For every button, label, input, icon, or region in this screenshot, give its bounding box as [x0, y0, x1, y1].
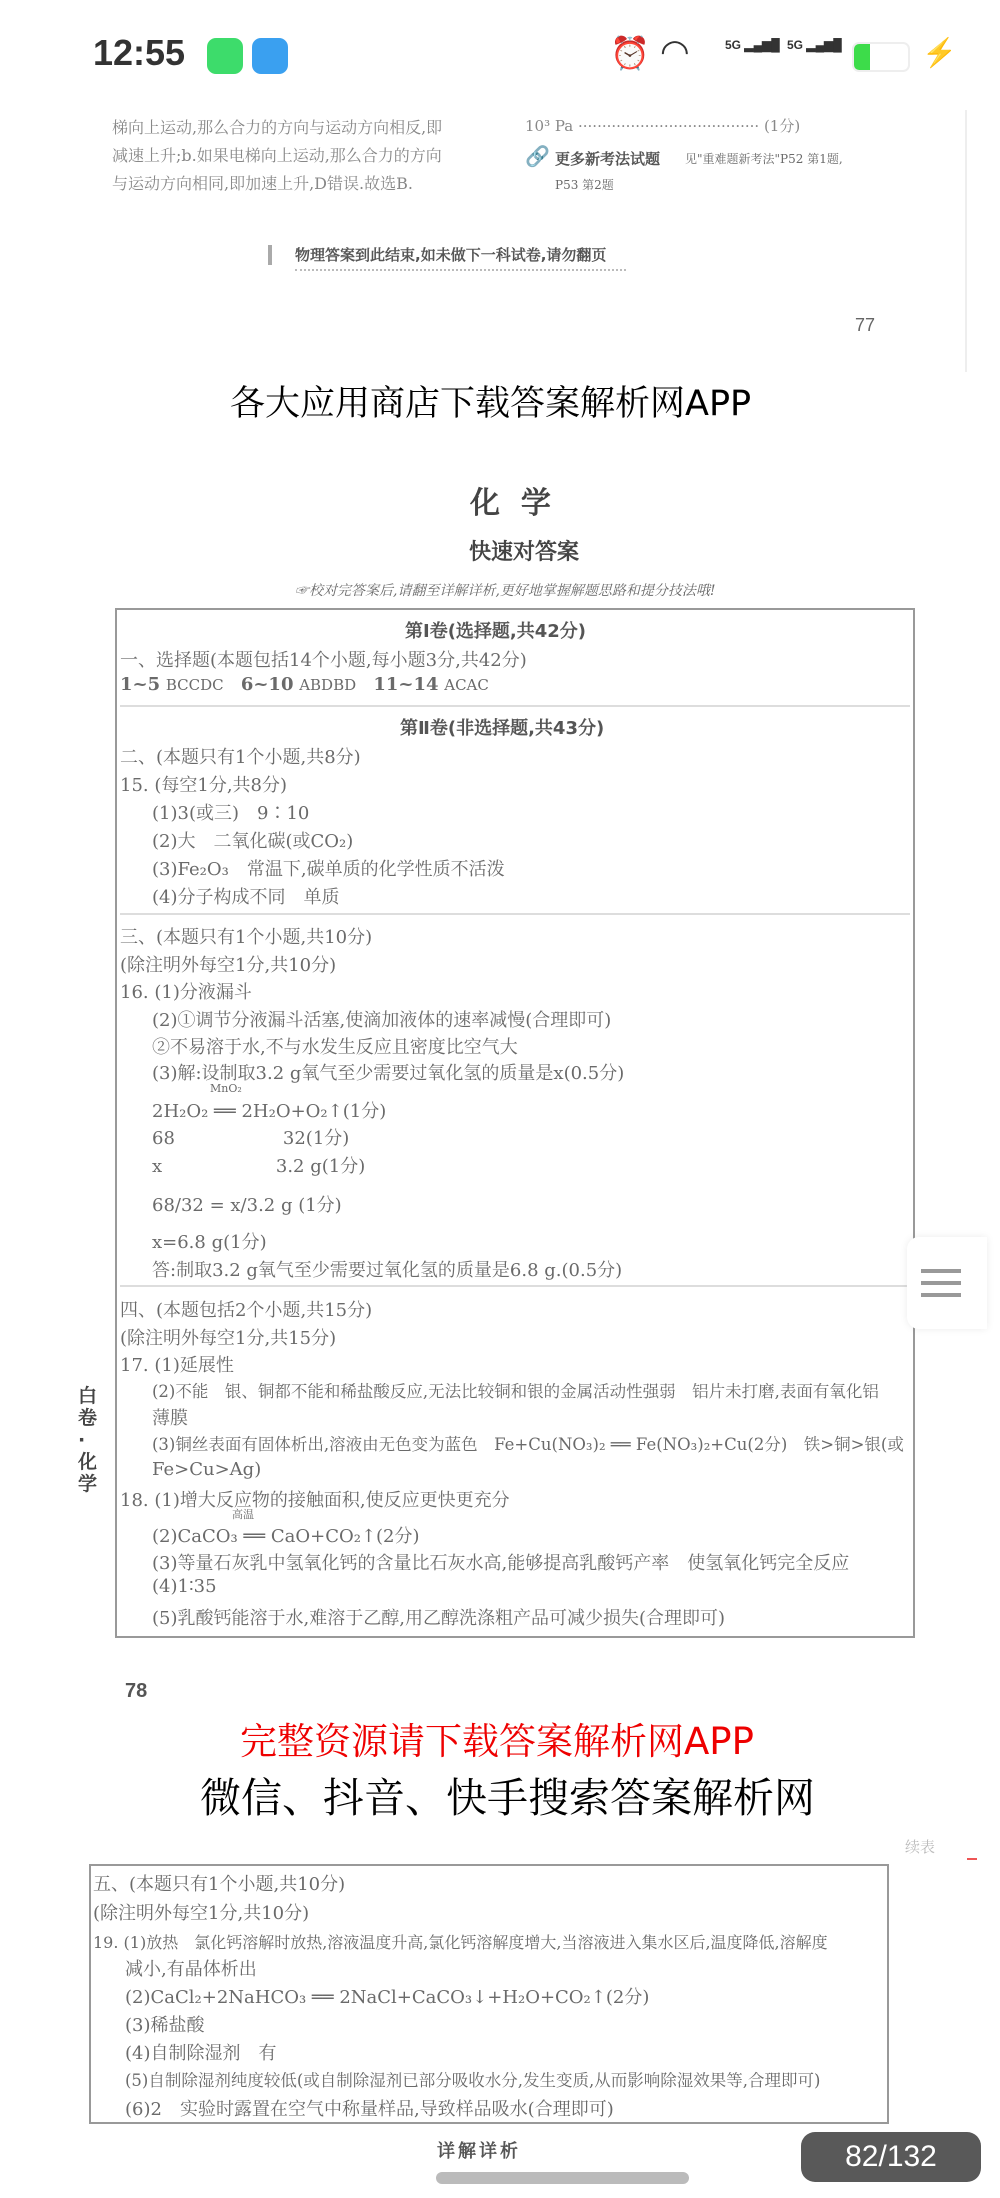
chem-tip-text: 校对完答案后,请翻至详解详析,更好地掌握解题思路和提分技法哦! [309, 583, 716, 599]
prev-line: 梯向上运动,那么合力的方向与运动方向相反,即 [112, 118, 443, 137]
q19-line: 减小,有晶体析出 [125, 1959, 257, 1980]
signal-icon-1: 5G ▂▄▆█ [725, 38, 780, 52]
q15-line: (1)3(或三) 9∶10 [152, 803, 310, 824]
wechat-icon [207, 38, 243, 74]
q19-line: (3)稀盐酸 [125, 2015, 205, 2036]
menu-icon [921, 1269, 961, 1297]
section-3: 三、(本题只有1个小题,共10分) [120, 927, 373, 948]
prev-line: 减速上升;b.如果电梯向上运动,那么合力的方向 [112, 146, 442, 165]
red-mark [967, 1858, 977, 1860]
link-icon: 🔗 [525, 144, 550, 168]
mc-ans: ABDBD [299, 676, 357, 694]
q16-line: 68 32(1分) [152, 1128, 350, 1149]
more-tests-text: 见"重难题新考法"P52 第1题, [685, 152, 843, 166]
q18-line: (4)1∶35 [152, 1576, 217, 1597]
q16-line: 答:制取3.2 g氧气至少需要过氧化氢的质量是6.8 g.(0.5分) [152, 1260, 623, 1281]
divider [120, 705, 910, 707]
end-notice: 物理答案到此结束,如未做下一科试卷,请勿翻页 [295, 244, 626, 271]
q16-line: 2H₂O₂ ══ 2H₂O+O₂↑(1分) [152, 1101, 387, 1122]
page-edge [965, 110, 967, 372]
hand-icon: ☞ [295, 583, 309, 599]
q17-line: 17. (1)延展性 [120, 1355, 234, 1376]
mc-range: 11~14 [373, 674, 439, 695]
part2-title: 第Ⅱ卷(非选择题,共43分) [400, 718, 605, 739]
network-label: 5G [725, 38, 742, 52]
section-4-note: (除注明外每空1分,共15分) [120, 1328, 337, 1349]
watermark: 完整资源请下载答案解析网APP [240, 1720, 754, 1763]
q18-line: (2)CaCO₃ ══ CaO+CO₂↑(2分) [152, 1526, 420, 1547]
q16-line: 68/32 = x/3.2 g (1分) [152, 1195, 342, 1216]
q16-line: ②不易溶于水,不与水发生反应且密度比空气大 [152, 1037, 518, 1058]
q18-line: (3)等量石灰乳中氢氧化钙的含量比石灰水高,能够提高乳酸钙产率 使氢氧化钙完全反应 [152, 1553, 850, 1574]
more-tests-label: 更多新考法试题 [555, 150, 661, 168]
q16-line: x 3.2 g(1分) [152, 1156, 366, 1177]
q15-line: (4)分子构成不同 单质 [152, 887, 340, 908]
mc-answers [120, 674, 489, 695]
page-number-78: 78 [125, 1680, 148, 1702]
footer-title: 详解详析 [437, 2141, 521, 2162]
prev-line: 与运动方向相同,即加速上升,D错误.故选B. [112, 174, 413, 193]
q16-line: (3)解:设制取3.2 g氧气至少需要过氧化氢的质量是x(0.5分) [152, 1063, 625, 1084]
part1-title: 第Ⅰ卷(选择题,共42分) [405, 621, 587, 642]
catalyst-label: MnO₂ [210, 1082, 242, 1095]
q17-line: 薄膜 [152, 1408, 188, 1429]
watermark: 各大应用商店下载答案解析网APP [230, 384, 752, 424]
more-tests-text: P53 第2题 [555, 178, 614, 192]
prev-right-line: 10³ Pa ······································ (1分) [525, 117, 801, 135]
alarm-icon: ⏰ [610, 35, 650, 71]
status-time: 12:55 [93, 32, 186, 73]
divider [120, 913, 910, 915]
app-notification-icon [252, 38, 288, 74]
mc-range: 1~5 [120, 674, 161, 695]
wifi-icon: ◠ [660, 33, 690, 71]
q19-line: 19. (1)放热 氯化钙溶解时放热,溶液温度升高,氯化钙溶解度增大,当溶液进入集水区后,温度降低,溶解度 [93, 1933, 828, 1952]
q18-line: (5)乳酸钙能溶于水,难溶于乙醇,用乙醇洗涤粗产品可减少损失(合理即可) [152, 1608, 725, 1629]
home-indicator[interactable] [436, 2172, 689, 2184]
charging-icon: ⚡ [922, 37, 957, 68]
q18-line: 18. (1)增大反应物的接触面积,使反应更快更充分 [120, 1490, 510, 1511]
section-5: 五、(本题只有1个小题,共10分) [93, 1874, 346, 1895]
q16-line: x=6.8 g(1分) [152, 1232, 267, 1253]
condition-label: 高温 [232, 1508, 254, 1521]
page-number-77: 77 [855, 315, 876, 335]
q16-line: (2)①调节分液漏斗活塞,使滴加液体的速率减慢(合理即可) [152, 1010, 612, 1031]
section-4: 四、(本题包括2个小题,共15分) [120, 1300, 373, 1321]
end-notice-icon [258, 245, 272, 265]
menu-button[interactable] [907, 1237, 987, 1329]
mc-ans: BCCDC [165, 676, 224, 694]
q19-line: (5)自制除湿剂纯度较低(或自制除湿剂已部分吸收水分,发生变质,从而影响除湿效果等,合理即可) [125, 2071, 821, 2090]
q15-line: (3)Fe₂O₃ 常温下,碳单质的化学性质不活泼 [152, 859, 505, 880]
mc-ans: ACAC [444, 676, 489, 694]
continued-label: 续表 [905, 1838, 936, 1856]
divider [120, 1285, 910, 1287]
section-2: 二、(本题只有1个小题,共8分) [120, 747, 361, 768]
q15-line: (2)大 二氧化碳(或CO₂) [152, 831, 354, 852]
battery-icon [852, 42, 910, 72]
section-5-note: (除注明外每空1分,共10分) [93, 1903, 310, 1924]
q17-line: (3)铜丝表面有固体析出,溶液由无色变为蓝色 Fe+Cu(NO₃)₂ ══ Fe(NO₃)₂+Cu(2分) 铁>铜>银(或 [152, 1435, 904, 1454]
network-label: 5G [787, 38, 804, 52]
q19-line: (4)自制除湿剂 有 [125, 2043, 277, 2064]
q15-line: 15. (每空1分,共8分) [120, 775, 288, 796]
page-indicator: 82/132 [801, 2132, 981, 2182]
q17-line: Fe>Cu>Ag) [152, 1459, 262, 1480]
q17-line: (2)不能 银、铜都不能和稀盐酸反应,无法比较铜和银的金属活动性强弱 铝片未打磨,表面有氧化铝 [152, 1382, 879, 1401]
side-label: 白卷·化学 [78, 1385, 98, 1495]
watermark: 微信、抖音、快手搜索答案解析网 [200, 1774, 815, 1822]
chem-subtitle: 快速对答案 [469, 540, 580, 565]
q19-line: (6)2 实验时露置在空气中称量样品,导致样品吸水(合理即可) [125, 2099, 614, 2120]
section-1: 一、选择题(本题包括14个小题,每小题3分,共42分) [120, 650, 527, 671]
mc-range: 6~10 [240, 674, 294, 695]
q19-line: (2)CaCl₂+2NaHCO₃ ══ 2NaCl+CaCO₃↓+H₂O+CO₂↑(2分) [125, 1987, 650, 2008]
q16-line: 16. (1)分液漏斗 [120, 982, 252, 1003]
chem-tip [295, 580, 716, 600]
chem-title: 化 学 [470, 486, 551, 521]
signal-icon-2: 5G ▂▄▆█ [787, 38, 842, 52]
section-3-note: (除注明外每空1分,共10分) [120, 955, 337, 976]
